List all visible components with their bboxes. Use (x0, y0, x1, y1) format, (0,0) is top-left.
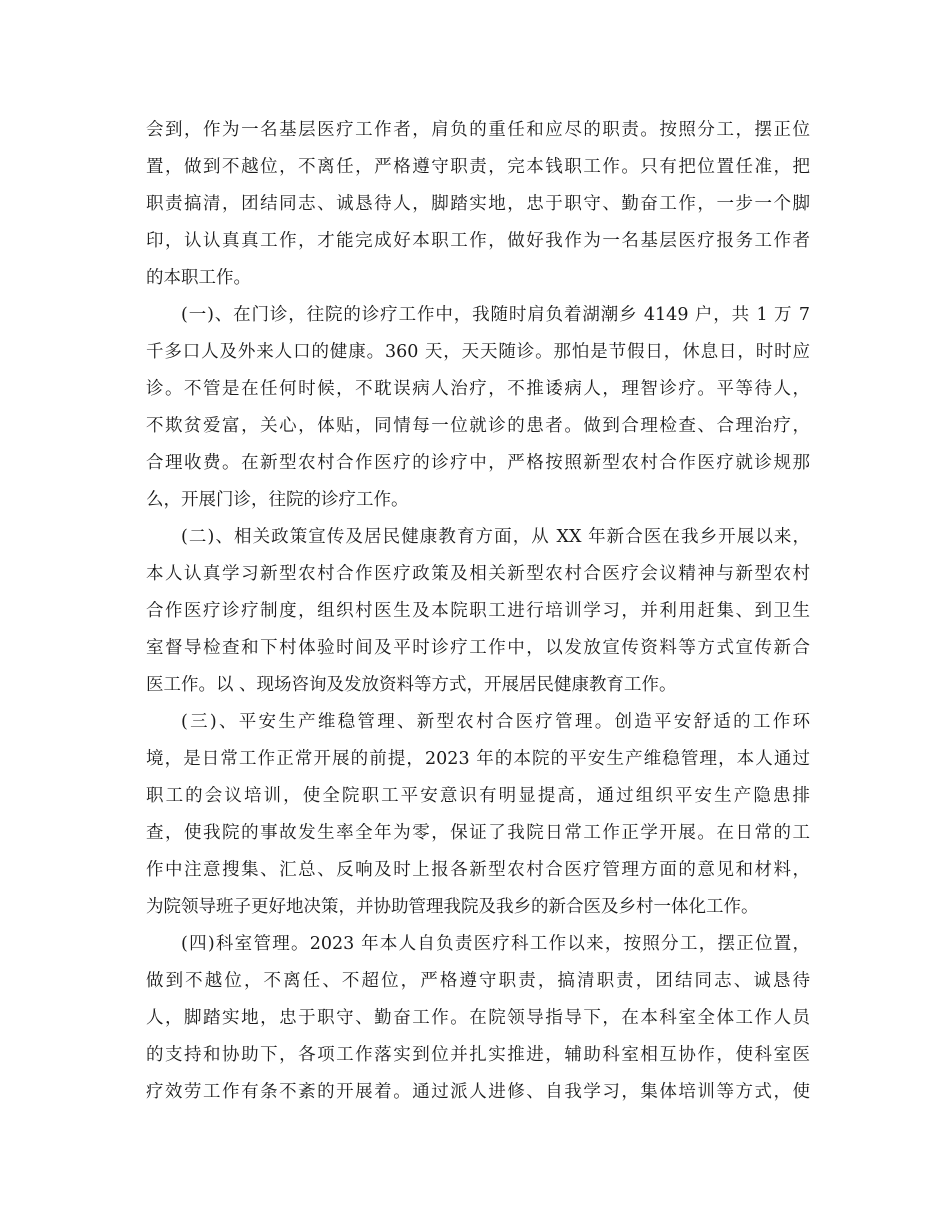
text-line: 室督导检查和下村体验时间及平时诊疗工作中，以发放宣传资料等方式宣传新合 (146, 638, 810, 658)
text-line: 做到不越位，不离任、不超位，严格遵守职责，搞清职责，团结同志、诚恳待 (146, 971, 810, 991)
text-line: 会到，作为一名基层医疗工作者，肩负的重任和应尽的职责。按照分工，摆正位 (146, 120, 810, 140)
text-line: 境，是日常工作正常开展的前提，2023 年的本院的平安生产维稳管理，本人通过 (146, 749, 810, 769)
text-line: 疗效劳工作有条不紊的开展着。通过派人进修、自我学习，集体培训等方式，使 (146, 1082, 810, 1102)
text-line: 合理收费。在新型农村合作医疗的诊疗中，严格按照新型农村合作医疗就诊规那 (146, 453, 810, 473)
text-line: 为院领导班子更好地决策，并协助管理我院及我乡的新合医及乡村一体化工作。 (146, 897, 759, 917)
text-line: 印，认认真真工作，才能完成好本职工作，做好我作为一名基层医疗报务工作者 (146, 231, 810, 251)
text-line: 诊。不管是在任何时候，不耽误病人治疗，不推诿病人，理智诊疗。平等待人， (146, 379, 810, 399)
text-line: 职工的会议培训，使全院职工平安意识有明显提高，通过组织平安生产隐患排 (146, 786, 810, 806)
text-line: 查，使我院的事故发生率全年为零，保证了我院日常工作正学开展。在日常的工 (146, 823, 810, 843)
text-line: 么，开展门诊，往院的诊疗工作。 (146, 490, 409, 510)
text-line: (二)、相关政策宣传及居民健康教育方面，从 XX 年新合医在我乡开展以来， (181, 527, 810, 547)
text-line: 合作医疗诊疗制度，组织村医生及本院职工进行培训学习，并利用赶集、到卫生 (146, 601, 810, 621)
document-body (146, 112, 810, 1111)
text-line: 职责搞清，团结同志、诚恳待人，脚踏实地，忠于职守、勤奋工作，一步一个脚 (146, 194, 810, 214)
text-line: 千多口人及外来人口的健康。360 天，天天随诊。那怕是节假日，休息日，时时应 (146, 342, 810, 362)
text-line: (四)科室管理。2023 年本人自负责医疗科工作以来，按照分工，摆正位置， (181, 934, 810, 954)
text-line: 作中注意搜集、汇总、反响及时上报各新型农村合医疗管理方面的意见和材料， (146, 860, 810, 880)
text-line: 医工作。以 、现场咨询及发放资料等方式，开展居民健康教育工作。 (146, 675, 677, 695)
text-line: 本人认真学习新型农村合作医疗政策及相关新型农村合医疗会议精神与新型农村 (146, 564, 810, 584)
text-line: (三)、平安生产维稳管理、新型农村合医疗管理。创造平安舒适的工作环 (181, 712, 810, 732)
text-line: 的本职工作。 (146, 268, 251, 288)
text-line: 的支持和协助下，各项工作落实到位并扎实推进，辅助科室相互协作，使科室医 (146, 1045, 810, 1065)
text-line: 置，做到不越位，不离任，严格遵守职责，完本钱职工作。只有把位置任准，把 (146, 157, 810, 177)
text-line: (一)、在门诊，往院的诊疗工作中，我随时肩负着湖潮乡 4149 户，共 1 万 7 (181, 305, 810, 325)
text-line: 不欺贫爱富，关心，体贴，同情每一位就诊的患者。做到合理检查、合理治疗， (146, 416, 810, 436)
text-line: 人，脚踏实地，忠于职守、勤奋工作。在院领导指导下，在本科室全体工作人员 (146, 1008, 810, 1028)
